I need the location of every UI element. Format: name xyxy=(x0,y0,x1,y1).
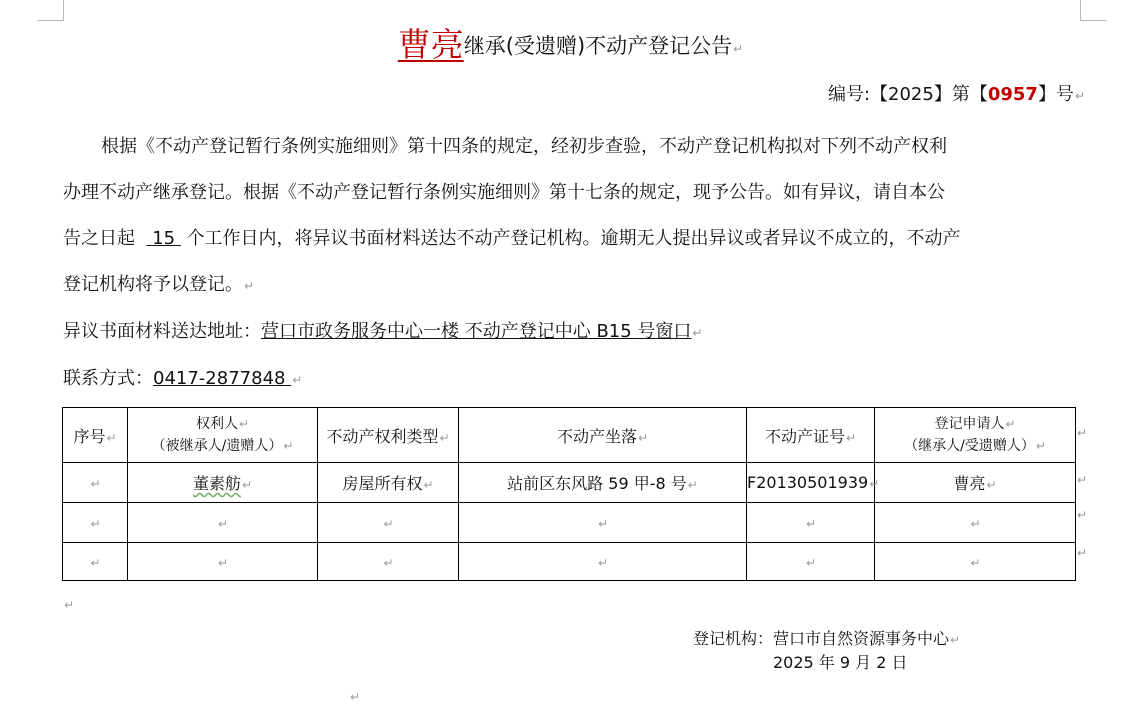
contact-value: 0417-2877848 xyxy=(153,368,292,389)
table-cell[interactable]: ↵ xyxy=(747,503,875,543)
title-text: 继承(受遗赠)不动产登记公告 xyxy=(463,34,733,58)
empty-paragraph-mark-icon: ↵ xyxy=(64,598,75,612)
body-line-1: 根据《不动产登记暂行条例实施细则》第十四条的规定，经初步查验，不动产登记机构拟对下列不动产权利 xyxy=(101,136,947,157)
code-suffix: 】号 xyxy=(1037,84,1074,105)
table-header-row xyxy=(63,408,1076,463)
page-corner-top-right xyxy=(1080,0,1107,21)
table-cell[interactable]: 董素舫↵ xyxy=(128,463,318,503)
header-applicant: 登记申请人↵ （继承人/受遗赠人）↵ xyxy=(875,408,1076,463)
table-cell[interactable]: F20130501939↵ xyxy=(747,463,875,503)
table-cell[interactable]: ↵ xyxy=(875,503,1076,543)
table-cell[interactable]: ↵ xyxy=(747,543,875,581)
page-corner-top-left xyxy=(37,0,64,21)
table-row xyxy=(63,543,1076,581)
table-cell[interactable]: 房屋所有权↵ xyxy=(318,463,459,503)
table-row xyxy=(63,503,1076,543)
table-cell[interactable]: ↵ xyxy=(128,503,318,543)
body-line-3 xyxy=(63,216,1081,262)
body-line-4: 登记机构将予以登记。↵ xyxy=(63,274,255,295)
address-line xyxy=(63,309,1081,356)
row-end-mark-icon: ↵ xyxy=(1077,473,1088,487)
table-cell[interactable]: ↵ xyxy=(63,503,128,543)
paragraph-mark-icon: ↵ xyxy=(1074,89,1085,103)
objection-days: 15 xyxy=(152,228,176,249)
header-holder: 权利人↵ （被继承人/遗赠人）↵ xyxy=(128,408,318,463)
table-cell[interactable]: 站前区东风路 59 甲-8 号↵ xyxy=(459,463,747,503)
row-end-mark-icon: ↵ xyxy=(1077,508,1088,522)
table-cell[interactable]: ↵ xyxy=(875,543,1076,581)
address-value: 营口市政务服务中心一楼 不动产登记中心 B15 号窗口 xyxy=(261,321,692,342)
empty-paragraph-mark-icon: ↵ xyxy=(350,690,361,704)
row-end-mark-icon: ↵ xyxy=(1077,546,1088,560)
code-prefix: 编号:【2025】第【 xyxy=(827,84,988,105)
header-type: 不动产权利类型↵ xyxy=(318,408,459,463)
paragraph-mark-icon: ↵ xyxy=(692,326,703,340)
document-title xyxy=(0,25,1141,66)
table-cell[interactable]: ↵ xyxy=(318,543,459,581)
title-name: 曹亮 xyxy=(397,25,464,64)
table-cell[interactable]: ↵ xyxy=(128,543,318,581)
contact-label: 联系方式： xyxy=(63,368,153,389)
table-cell[interactable]: ↵ xyxy=(318,503,459,543)
table-row xyxy=(63,463,1076,503)
paragraph-mark-icon: ↵ xyxy=(733,42,744,56)
paragraph-mark-icon: ↵ xyxy=(292,373,303,387)
table-cell[interactable]: ↵ xyxy=(63,543,128,581)
body-line-3-pre: 告之日起 xyxy=(63,228,135,249)
table-cell[interactable]: ↵ xyxy=(459,503,747,543)
table-cell[interactable]: ↵ xyxy=(459,543,747,581)
header-location: 不动产坐落↵ xyxy=(459,408,747,463)
registration-org: 登记机构：营口市自然资源事务中心↵ xyxy=(693,629,961,648)
document-number xyxy=(828,80,1085,106)
property-table xyxy=(62,407,1076,581)
body-line-2: 办理不动产继承登记。根据《不动产登记暂行条例实施细则》第十七条的规定，现予公告。如有异议，请自本公 xyxy=(63,182,945,203)
announcement-date: 2025 年 9 月 2 日 xyxy=(773,653,908,672)
announcement-body xyxy=(63,124,1081,403)
row-end-mark-icon: ↵ xyxy=(1077,426,1088,440)
header-cert: 不动产证号↵ xyxy=(747,408,875,463)
table-cell[interactable]: ↵ xyxy=(63,463,128,503)
body-line-3-post: 个工作日内，将异议书面材料送达不动产登记机构。逾期无人提出异议或者异议不成立的，不动产 xyxy=(186,228,961,249)
header-seq: 序号↵ xyxy=(63,408,128,463)
code-number: 0957 xyxy=(987,84,1038,105)
contact-line xyxy=(63,356,1081,403)
table-cell[interactable]: 曹亮↵ xyxy=(875,463,1076,503)
paragraph-mark-icon: ↵ xyxy=(244,279,255,293)
address-label: 异议书面材料送达地址： xyxy=(63,321,261,342)
